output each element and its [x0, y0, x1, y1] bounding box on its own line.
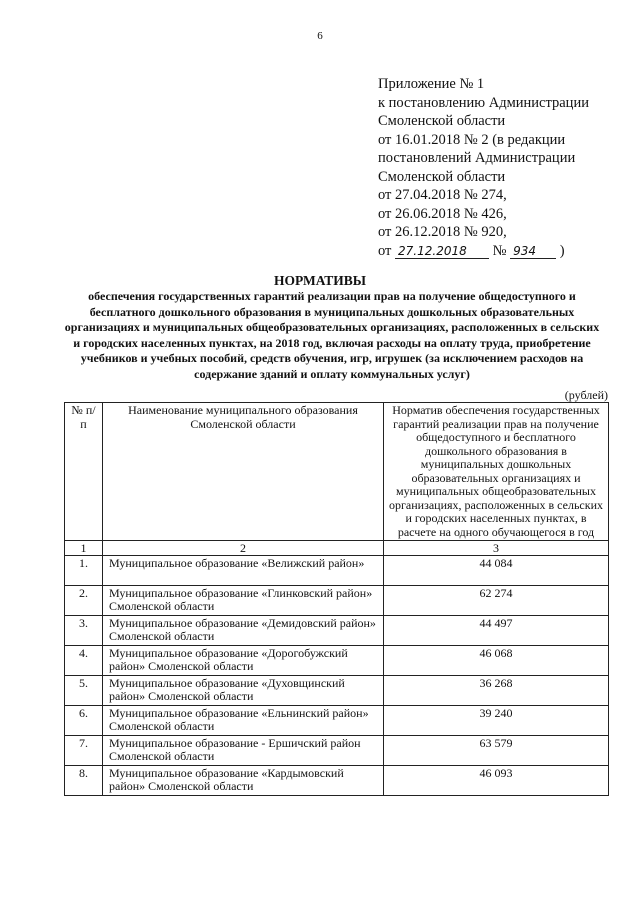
row-number: 4.	[65, 646, 103, 676]
appendix-line: от 26.12.2018 № 920,	[378, 224, 507, 240]
appendix-line: Смоленской области	[378, 168, 506, 185]
row-name: Муниципальное образование «Демидовский район» Смоленской области	[103, 616, 384, 646]
row-value: 39 240	[384, 706, 609, 736]
header-name: Наименование муниципального образования Смоленской области	[103, 403, 384, 541]
table-row	[65, 556, 609, 586]
appendix-line: от 27.04.2018 № 274,	[378, 187, 507, 203]
row-number: 5.	[65, 676, 103, 706]
row-name: Муниципальное образование «Ельнинский район» Смоленской области	[103, 706, 384, 736]
column-number: 2	[103, 541, 384, 556]
row-name: Муниципальное образование - Ершичский район Смоленской области	[103, 736, 384, 766]
row-number: 1.	[65, 556, 103, 586]
row-value: 62 274	[384, 586, 609, 616]
row-value: 63 579	[384, 736, 609, 766]
page-number: 6	[317, 30, 323, 42]
appendix-line: Смоленской области	[378, 113, 506, 129]
appendix-line: от 26.06.2018 № 426,	[378, 205, 507, 222]
row-number: 6.	[65, 706, 103, 736]
appendix-line: постановлений Администрации	[378, 150, 576, 166]
row-value: 44 497	[384, 616, 609, 646]
normatives-table	[64, 402, 609, 796]
appendix-last-prefix: от	[378, 242, 392, 259]
table-row	[65, 766, 609, 796]
table-row	[65, 676, 609, 706]
table-row	[65, 736, 609, 766]
row-number: 2.	[65, 586, 103, 616]
handwritten-date: 27.12.2018	[395, 245, 489, 259]
table-row	[65, 616, 609, 646]
header-number: № п/п	[65, 403, 103, 541]
appendix-line: от 16.01.2018 № 2 (в редакции	[378, 131, 566, 148]
row-name: Муниципальное образование «Духовщинский район» Смоленской области	[103, 676, 384, 706]
row-value: 36 268	[384, 676, 609, 706]
row-value: 44 084	[384, 556, 609, 586]
appendix-block	[378, 75, 628, 260]
table-row	[65, 586, 609, 616]
appendix-number-label: №	[492, 242, 507, 259]
table-row	[65, 646, 609, 676]
document-title: НОРМАТИВЫ	[273, 273, 367, 288]
row-name: Муниципальное образование «Глинковский район» Смоленской области	[103, 586, 384, 616]
document-subtitle: обеспечения государственных гарантий реализации прав на получение общедоступного и бесплатного дошкольного образования в муниципальных дошкольных образовательных организациях и муниципальных общеобразовательных организациях, расположенных в сельских и городских населенных пунктах, на 2018 год, включая расходы на оплату труда, приобретение учебников и учебных пособий, средств обучения, игр, игрушек (за исключением расходов на содержание зданий и оплату коммунальных услуг)	[64, 289, 600, 381]
row-name: Муниципальное образование «Велижский район»	[103, 556, 384, 586]
row-number: 8.	[65, 766, 103, 796]
row-number: 7.	[65, 736, 103, 766]
column-number: 1	[65, 541, 103, 556]
column-numbering-row	[65, 541, 609, 556]
row-number: 3.	[65, 616, 103, 646]
row-name: Муниципальное образование «Кардымовский район» Смоленской области	[103, 766, 384, 796]
header-norm: Норматив обеспечения государственных гарантий реализации прав на получение общедоступного и бесплатного дошкольного образования в муниципальных дошкольных образовательных организациях и муниципальных общеобразовательных организациях, расположенных в сельских и городских населенных пунктах, в расчете на одного обучающегося в год	[384, 403, 609, 541]
appendix-closing: )	[559, 242, 565, 259]
table-row	[65, 706, 609, 736]
units-label: (рублей)	[564, 388, 608, 402]
row-name: Муниципальное образование «Дорогобужский район» Смоленской области	[103, 646, 384, 676]
column-number: 3	[384, 541, 609, 556]
handwritten-number: 934	[510, 245, 556, 259]
row-value: 46 093	[384, 766, 609, 796]
appendix-line: Приложение № 1	[378, 76, 485, 92]
appendix-line: к постановлению Администрации	[378, 94, 589, 111]
table-header-row	[65, 403, 609, 541]
row-value: 46 068	[384, 646, 609, 676]
appendix-last-line	[378, 242, 628, 261]
